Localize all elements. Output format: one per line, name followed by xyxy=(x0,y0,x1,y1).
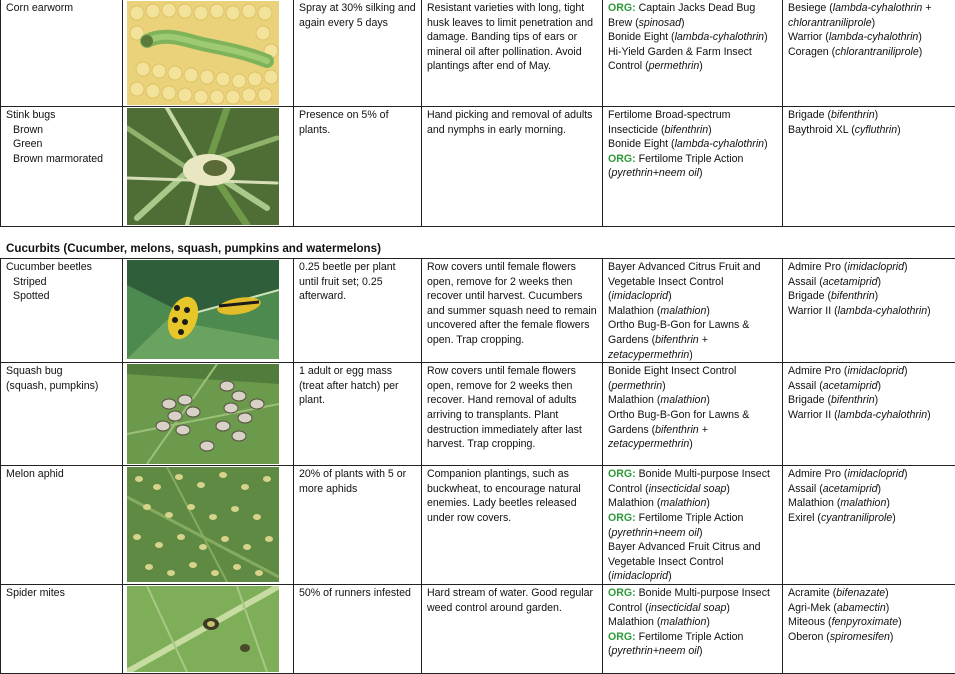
pest-photo-cell xyxy=(123,0,294,107)
product-entry: Coragen (chlorantraniliprole) xyxy=(788,45,951,60)
cultural-control-cell xyxy=(422,0,603,107)
product-entry: ORG: Bonide Multi-purpose Insect Control (insecticidal soap) xyxy=(608,467,778,496)
pest-table-cucurbits xyxy=(0,258,955,674)
pest-photo-cell xyxy=(123,584,294,673)
pest-variant: Spotted xyxy=(6,289,118,304)
product-entry: Exirel (cyantraniliprole) xyxy=(788,511,951,526)
section-heading-cucurbits: Cucurbits (Cucumber, melons, squash, pumpkins and watermelons) xyxy=(6,242,381,257)
commercial-products-cell xyxy=(783,466,955,585)
pest-variant: Brown marmorated xyxy=(6,152,118,167)
product-entry: Bayer Advanced Fruit Citrus and Vegetable Insect Control (imidacloprid) xyxy=(608,540,778,584)
threshold-text: 1 adult or egg mass (treat after hatch) per plant. xyxy=(299,365,399,406)
product-entry: Malathion (malathion) xyxy=(608,615,778,630)
product-entry: Acramite (bifenazate) xyxy=(788,586,951,601)
table-row xyxy=(1,584,955,673)
cultural-control-cell xyxy=(422,259,603,363)
product-entry: Assail (acetamiprid) xyxy=(788,379,951,394)
pest-name: Spider mites xyxy=(6,586,118,601)
pest-name-cell xyxy=(1,584,123,673)
threshold-cell xyxy=(294,107,422,227)
table-row xyxy=(1,107,955,227)
threshold-text: 0.25 beetle per plant until fruit set; 0.25 afterward. xyxy=(299,261,396,302)
product-entry: ORG: Bonide Multi-purpose Insect Control (insecticidal soap) xyxy=(608,586,778,615)
product-entry: Malathion (malathion) xyxy=(608,393,778,408)
product-entry: ORG: Captain Jacks Dead Bug Brew (spinosad) xyxy=(608,1,778,30)
pest-variant: Green xyxy=(6,137,118,152)
pest-host-note: (squash, pumpkins) xyxy=(6,379,118,394)
pest-photo-cell xyxy=(123,259,294,363)
product-entry: Malathion (malathion) xyxy=(608,304,778,319)
squash-bug-photo xyxy=(127,364,279,464)
product-entry: Bayer Advanced Citrus Fruit and Vegetable Insect Control (imidacloprid) xyxy=(608,260,778,304)
product-entry: Admire Pro (imidacloprid) xyxy=(788,260,951,275)
product-entry: Warrior (lambda-cyhalothrin) xyxy=(788,30,951,45)
product-entry: Admire Pro (imidacloprid) xyxy=(788,364,951,379)
product-entry: Ortho Bug-B-Gon for Lawns & Gardens (bifenthrin + zetacypermethrin) xyxy=(608,408,778,452)
commercial-products-cell xyxy=(783,363,955,466)
homeowner-products-cell xyxy=(603,584,783,673)
product-entry: Bonide Eight (lambda-cyhalothrin) xyxy=(608,30,778,45)
commercial-products-cell xyxy=(783,584,955,673)
pest-name-cell xyxy=(1,107,123,227)
product-entry: Baythroid XL (cyfluthrin) xyxy=(788,123,951,138)
pest-name: Cucumber beetles xyxy=(6,260,118,275)
pest-photo-cell xyxy=(123,466,294,585)
table-row xyxy=(1,0,955,107)
cultural-control-text: Row covers until female flowers open, remove for 2 weeks then recover until harvest. Cucumbers and summer squash need to remain uncovered after the female flowers open. Trap cropping. xyxy=(427,261,597,346)
product-entry: Brigade (bifenthrin) xyxy=(788,108,951,123)
pest-variant: Brown xyxy=(6,123,118,138)
threshold-text: Spray at 30% silking and again every 5 days xyxy=(299,2,416,29)
pest-photo-cell xyxy=(123,107,294,227)
corn-earworm-photo xyxy=(127,1,279,105)
table-row xyxy=(1,363,955,466)
cultural-control-text: Row covers until female flowers open, remove for 2 weeks then recover. Hand removal of adults arriving to transplants. Plant destruction immediately after last harvest. Trap cropping. xyxy=(427,365,582,450)
homeowner-products-cell xyxy=(603,363,783,466)
pest-name-cell xyxy=(1,363,123,466)
product-entry: ORG: Fertilome Triple Action (pyrethrin+neem oil) xyxy=(608,511,778,540)
cultural-control-cell xyxy=(422,466,603,585)
stink-bug-photo xyxy=(127,108,279,225)
spider-mite-photo xyxy=(127,586,279,672)
homeowner-products-cell xyxy=(603,107,783,227)
pest-name-cell xyxy=(1,259,123,363)
homeowner-products-cell xyxy=(603,0,783,107)
table-row xyxy=(1,466,955,585)
product-entry: Warrior II (lambda-cyhalothrin) xyxy=(788,304,951,319)
cucumber-beetle-photo xyxy=(127,260,279,359)
product-entry: Agri-Mek (abamectin) xyxy=(788,601,951,616)
table-row xyxy=(1,259,955,363)
cultural-control-text: Companion plantings, such as buckwheat, to encourage natural enemies. Lady beetles released under row covers. xyxy=(427,468,581,524)
homeowner-products-cell xyxy=(603,466,783,585)
threshold-text: 20% of plants with 5 or more aphids xyxy=(299,468,406,495)
threshold-cell xyxy=(294,259,422,363)
commercial-products-cell xyxy=(783,0,955,107)
product-entry: ORG: Fertilome Triple Action (pyrethrin+neem oil) xyxy=(608,152,778,181)
threshold-cell xyxy=(294,0,422,107)
product-entry: Fertilome Broad-spectrum Insecticide (bifenthrin) xyxy=(608,108,778,137)
product-entry: Malathion (malathion) xyxy=(788,496,951,511)
cultural-control-text: Hand picking and removal of adults and nymphs in early morning. xyxy=(427,109,592,136)
pest-name-cell xyxy=(1,0,123,107)
threshold-text: 50% of runners infested xyxy=(299,587,411,599)
pest-name: Melon aphid xyxy=(6,467,118,482)
pest-table-corn xyxy=(0,0,955,227)
commercial-products-cell xyxy=(783,107,955,227)
threshold-cell xyxy=(294,363,422,466)
product-entry: Ortho Bug-B-Gon for Lawns & Gardens (bifenthrin + zetacypermethrin) xyxy=(608,318,778,362)
pest-photo-cell xyxy=(123,363,294,466)
product-entry: Admire Pro (imidacloprid) xyxy=(788,467,951,482)
product-entry: Brigade (bifenthrin) xyxy=(788,393,951,408)
pest-name-cell xyxy=(1,466,123,585)
product-entry: Assail (acetamiprid) xyxy=(788,275,951,290)
melon-aphid-photo xyxy=(127,467,279,582)
cultural-control-cell xyxy=(422,584,603,673)
cultural-control-text: Hard stream of water. Good regular weed control around garden. xyxy=(427,587,593,614)
product-entry: Besiege (lambda-cyhalothrin + chlorantraniliprole) xyxy=(788,1,951,30)
threshold-cell xyxy=(294,584,422,673)
product-entry: Brigade (bifenthrin) xyxy=(788,289,951,304)
product-entry: Hi-Yield Garden & Farm Insect Control (permethrin) xyxy=(608,45,778,74)
homeowner-products-cell xyxy=(603,259,783,363)
pest-name: Corn earworm xyxy=(6,1,118,16)
product-entry: Bonide Eight Insect Control (permethrin) xyxy=(608,364,778,393)
product-entry: Miteous (fenpyroximate) xyxy=(788,615,951,630)
pest-name: Squash bug xyxy=(6,364,118,379)
product-entry: Oberon (spiromesifen) xyxy=(788,630,951,645)
cultural-control-cell xyxy=(422,363,603,466)
product-entry: Assail (acetamiprid) xyxy=(788,482,951,497)
product-entry: ORG: Fertilome Triple Action (pyrethrin+neem oil) xyxy=(608,630,778,659)
product-entry: Bonide Eight (lambda-cyhalothrin) xyxy=(608,137,778,152)
cultural-control-cell xyxy=(422,107,603,227)
threshold-text: Presence on 5% of plants. xyxy=(299,109,389,136)
pest-name: Stink bugs xyxy=(6,108,118,123)
cultural-control-text: Resistant varieties with long, tight husk leaves to limit penetration and damage. Banding tips of ears or mineral oil after pollination. Avoid plantings after end of May. xyxy=(427,2,593,72)
pest-variant: Striped xyxy=(6,275,118,290)
commercial-products-cell xyxy=(783,259,955,363)
product-entry: Warrior II (lambda-cyhalothrin) xyxy=(788,408,951,423)
threshold-cell xyxy=(294,466,422,585)
product-entry: Malathion (malathion) xyxy=(608,496,778,511)
